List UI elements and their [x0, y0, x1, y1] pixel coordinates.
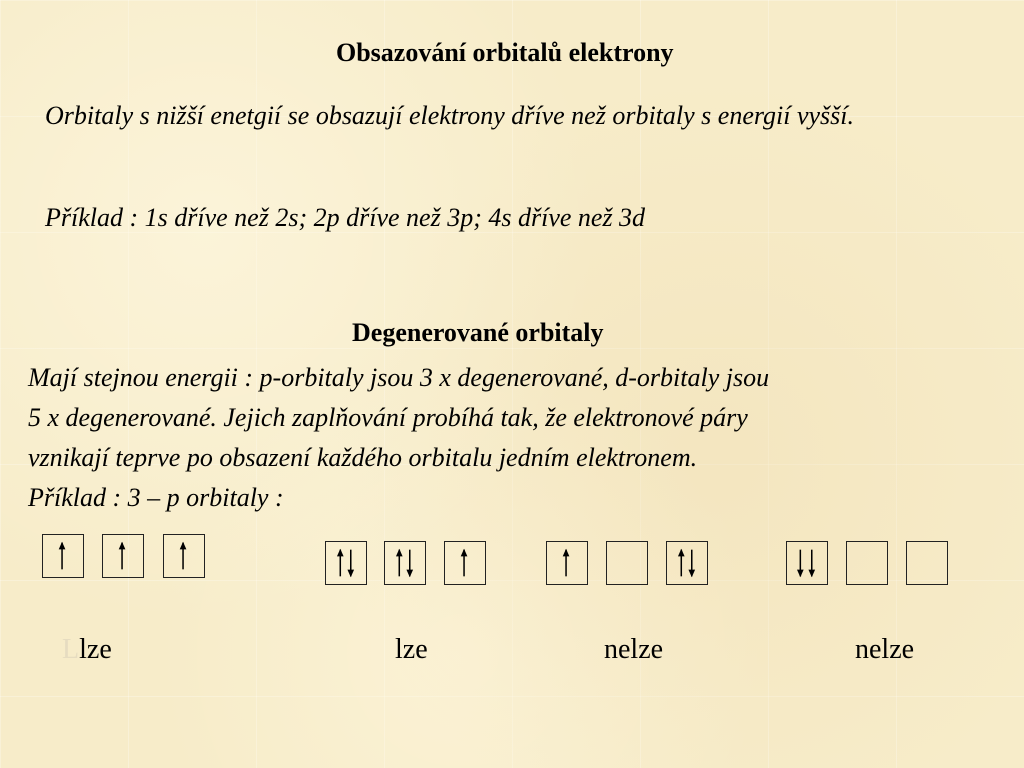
label-prefix: L: [62, 634, 80, 665]
diagram-label-3: nelze: [604, 634, 664, 665]
electron-down-arrow: [347, 550, 354, 578]
orbital-box-d1-1: [42, 534, 84, 578]
electron-up-arrow: [396, 549, 403, 577]
degenerate-text-line-4: Příklad : 3 – p orbitaly :: [28, 483, 284, 512]
orbital-arrows: [607, 542, 647, 584]
electron-down-arrow: [797, 550, 804, 578]
degenerate-text-line-1: Mají stejnou energii : p-orbitaly jsou 3 x degenerované, d-orbitaly jsou: [28, 363, 770, 392]
orbital-box-d3-3: [666, 541, 708, 585]
electron-down-arrow: [808, 550, 815, 578]
orbital-box-d3-1: [546, 541, 588, 585]
electron-up-arrow: [59, 542, 66, 570]
orbital-arrows: [547, 542, 587, 584]
electron-up-arrow: [180, 542, 187, 570]
orbital-box-d4-2: [846, 541, 888, 585]
heading-orbital-filling: Obsazování orbitalů elektrony: [336, 38, 674, 67]
heading-degenerate-orbitals: Degenerované orbitaly: [352, 318, 604, 347]
orbital-box-d2-3: [444, 541, 486, 585]
orbital-box-d1-2: [102, 534, 144, 578]
electron-up-arrow: [678, 549, 685, 577]
orbital-arrows: [907, 542, 947, 584]
electron-down-arrow: [406, 550, 413, 578]
electron-up-arrow: [119, 542, 126, 570]
orbital-arrows: [103, 535, 143, 577]
orbital-box-d2-1: [325, 541, 367, 585]
orbital-box-d4-1: [786, 541, 828, 585]
diagram-label-1: [62, 634, 112, 666]
orbital-arrows: [164, 535, 204, 577]
example-paragraph: Příklad : 1s dříve než 2s; 2p dříve než 3p; 4s dříve než 3d: [45, 203, 646, 232]
orbital-arrows: [787, 542, 827, 584]
diagram-label-4: nelze: [855, 634, 915, 665]
orbital-box-d1-3: [163, 534, 205, 578]
orbital-arrows: [445, 542, 485, 584]
rule-paragraph: Orbitaly s nižší enetgií se obsazují elektrony dříve než orbitaly s energií vyšší.: [45, 101, 855, 130]
orbital-box-d2-2: [384, 541, 426, 585]
orbital-arrows: [667, 542, 707, 584]
orbital-arrows: [847, 542, 887, 584]
electron-down-arrow: [688, 550, 695, 578]
degenerate-text-line-3: vznikají teprve po obsazení každého orbitalu jedním elektronem.: [28, 443, 698, 472]
degenerate-text-line-2: 5 x degenerované. Jejich zaplňování probíhá tak, že elektronové páry: [28, 403, 748, 432]
orbital-arrows: [43, 535, 83, 577]
label-text: lze: [79, 634, 112, 665]
orbital-box-d4-3: [906, 541, 948, 585]
orbital-arrows: [385, 542, 425, 584]
electron-up-arrow: [563, 549, 570, 577]
electron-up-arrow: [461, 549, 468, 577]
diagram-label-2: lze: [395, 634, 428, 665]
orbital-box-d3-2: [606, 541, 648, 585]
orbital-arrows: [326, 542, 366, 584]
electron-up-arrow: [337, 549, 344, 577]
